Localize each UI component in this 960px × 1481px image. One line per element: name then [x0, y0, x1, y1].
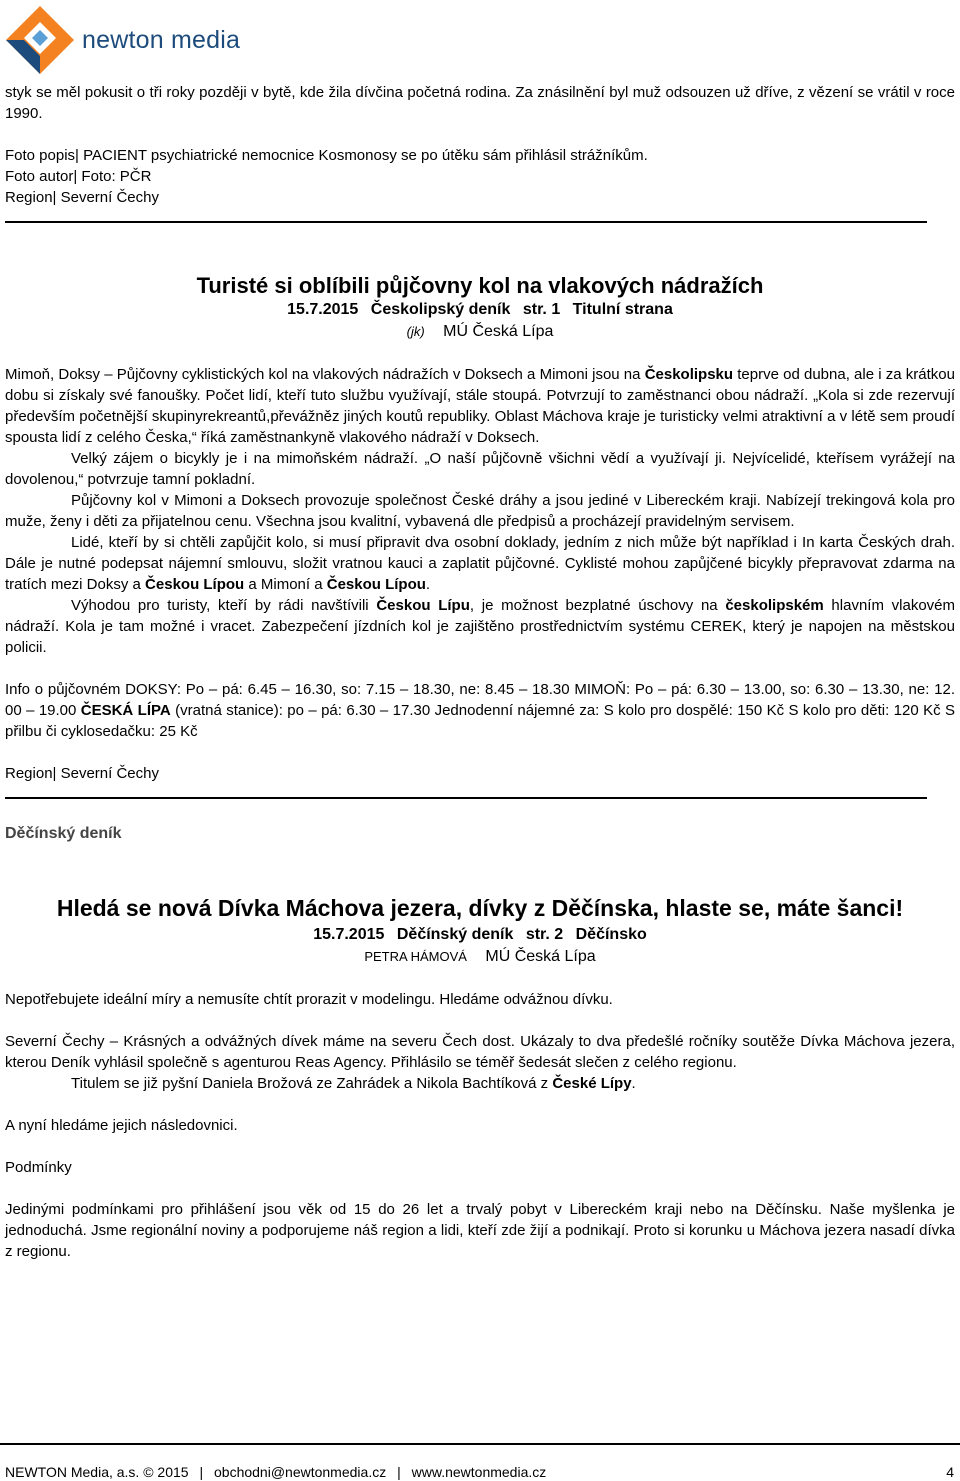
text-run: Lidé, kteří by si chtěli zapůjčit kolo, si musí připravit dva osobní doklady, jedním z nich může být například i In karta Českých drah. Dále je nutné podepsat nájemní smlouvu, složit vratnou kauci a zaplatit půjčovné. Cyklisté mohou zapůjčené bicykly přepravovat zdarma na tratích mezi Doksy a [5, 534, 955, 593]
text-run: teprve od dubna, ale i za krátkou dobu si získaly své fanoušky. Počet lidí, kteří tuto službu využívají, stále stoupá. Potvrzují to zaměstnanci obou nádraží. „Kola si zde rezervují především početnější skupinyrekreantů,převážněz jiných koutů republiky. Oblast Máchova kraje je turisticky velmi atraktivní a v létě sem proudí spousta lidí z celého Česka,“ říká zaměstnankyně vlakového nádraží v Doksech. [5, 366, 955, 446]
article-paragraph [5, 1073, 955, 1094]
article-continuation [5, 82, 955, 124]
page-number: 4 [946, 1464, 954, 1480]
footer-email-link[interactable]: obchodni@newtonmedia.cz [214, 1464, 387, 1480]
article-date: 15.7.2015 [313, 926, 385, 943]
article-divider [5, 797, 927, 799]
text-run: A nyní hledáme jejich následovnici. [5, 1117, 238, 1134]
footer-separator: | [199, 1464, 204, 1480]
article-paragraph [5, 1199, 955, 1262]
text-run: , je možnost bezplatné úschovy na [469, 597, 726, 614]
article-paragraph [5, 490, 955, 532]
article-keyword: MÚ Česká Lípa [443, 323, 554, 340]
page-footer [0, 1440, 960, 1481]
text-run: Výhodou pro turisty, kteří by rádi navštívili [71, 597, 377, 614]
bold-text: České Lípy [552, 1075, 632, 1092]
footer-text [5, 1463, 546, 1481]
photo-author: Foto autor| Foto: PČR [5, 168, 152, 185]
article-author: PETRA HÁMOVÁ [364, 949, 467, 964]
article-page: str. 1 [522, 301, 561, 318]
article-paragraph [5, 1031, 955, 1073]
region-label: Region| Severní Čechy [5, 189, 159, 206]
article-paragraph [5, 1115, 955, 1136]
bold-text: Českolipsku [644, 366, 734, 383]
article-keyword: MÚ Česká Lípa [485, 948, 596, 965]
article-author: (jk) [406, 324, 425, 339]
article-section: Děčínsko [575, 926, 647, 943]
article-lead [5, 989, 955, 1010]
article-date: 15.7.2015 [287, 301, 359, 318]
article-title: Turisté si oblíbili půjčovny kol na vlakových nádražích [196, 273, 764, 298]
bold-text: českolipském [725, 597, 824, 614]
newton-media-logo [4, 4, 244, 76]
article-divider [5, 221, 927, 223]
footer-company: NEWTON Media, a.s. © 2015 [5, 1464, 189, 1480]
text-run: Podmínky [5, 1159, 72, 1176]
article-source: Českolipský deník [370, 301, 511, 318]
article-page: str. 2 [525, 926, 564, 943]
text-run: Jedinými podmínkami pro přihlášení jsou věk od 15 do 26 let a trvalý pobyt v Libereckém kraji nebo na Děčínsku. Naše myšlenka je jednoduchá. Jsme regionální noviny a podporujeme náš region a lidi, kteří zde žijí a podnikají. Proto si korunku u Máchova jezera nasadí dívka z regionu. [5, 1201, 955, 1260]
text-run: styk se měl pokusit o tři roky později v bytě, kde žila dívčina početná rodina. Za znásilnění byl muž odsouzen už dříve, z vězení se vrátil v roce 1990. [5, 84, 955, 122]
article-title: Hledá se nová Dívka Máchova jezera, dívky z Děčínska, hlaste se, máte šanci! [56, 895, 904, 921]
text-run: Půjčovny kol v Mimoni a Doksech provozuje společnost České dráhy a jsou jediné v Libereckém kraji. Nabízejí trekingová kola pro muže, ženy i děti za přijatelnou cenu. Všechna jsou kvalitní, vybavená dle předpisů a procházejí pravidelným servisem. [5, 492, 955, 530]
bold-text: Českou Lípou [145, 576, 245, 593]
bold-text: Českou Lípu [376, 597, 470, 614]
document-body [5, 82, 955, 1262]
article-section: Titulní strana [572, 301, 673, 318]
text-run: Velký zájem o bicykly je i na mimoňském nádraží. „O naší půjčovně všichni vědí a využívají ji. Nejvícelidé, kteřísem vyrážejí na dovolenou,“ potvrzuje tamní pokladní. [5, 450, 955, 488]
bold-text: ČESKÁ LÍPA [80, 702, 171, 719]
region-label: Region| Severní Čechy [5, 765, 159, 782]
text-run: Severní Čechy – Krásných a odvážných dívek máme na severu Čech dost. Ukázaly to dva předešlé ročníky soutěže Dívka Máchova jezera, kterou Deník vyhlásil společně s agenturou Reas Agency. Přihlásilo se téměř šedesát slečen z celého regionu. [5, 1033, 955, 1071]
text-run: Mimoň, Doksy – Půjčovny cyklistických kol na vlakových nádražích v Doksech a Mimoni jsou na [5, 366, 645, 383]
article-paragraph [5, 448, 955, 490]
footer-separator: | [397, 1464, 401, 1480]
text-run: (vratná stanice): po – pá: 6.30 – 17.30 Jednodenní nájemné za: S kolo pro dospělé: 150 Kč S kolo pro děti: 120 Kč S přilbu či cyklosedačku: 25 Kč [5, 702, 955, 740]
article-meta [5, 299, 955, 321]
text-run: Titulem se již pyšní Daniela Brožová ze Zahrádek a Nikola Bachtíková z [71, 1075, 553, 1092]
text-run: a Mimoní a [244, 576, 327, 593]
text-run: hlavním vlakovém nádraží. Kola je tam možné i vracet. Zabezpečení jízdních kol je zajištěno prostřednictvím systému CEREK, který je napojen na městskou policii. [5, 597, 955, 656]
photo-caption: Foto popis| PACIENT psychiatrické nemocnice Kosmonosy se po útěku sám přihlásil strážníkům. [5, 147, 648, 164]
article-subheading [5, 1157, 955, 1178]
article-paragraph [5, 595, 955, 658]
source-heading: Děčínský deník [5, 825, 122, 842]
footer-divider [0, 1443, 960, 1445]
footer-web-link[interactable]: www.newtonmedia.cz [411, 1464, 547, 1480]
logo-mark-icon [4, 4, 76, 76]
text-run: . [631, 1075, 636, 1092]
rental-info [5, 679, 955, 742]
article-byline [5, 321, 955, 343]
article-paragraph [5, 364, 955, 448]
text-run: Nepotřebujete ideální míry a nemusíte chtít prorazit v modelingu. Hledáme odvážnou dívku. [5, 991, 613, 1008]
text-run: Info o půjčovném DOKSY: Po – pá: 6.45 – 16.30, so: 7.15 – 18.30, ne: 8.45 – 18.30 MIMOŇ: Po – pá: 6.30 – 13.00, so: 6.30 – 13.30, ne: 12. 00 – 19.00 [5, 681, 955, 719]
article-source: Děčínský deník [396, 926, 514, 943]
article-paragraph [5, 532, 955, 595]
bold-text: Českou Lípou [326, 576, 426, 593]
logo-wordmark: newton media [82, 26, 241, 54]
article-meta [5, 924, 955, 946]
article-byline [5, 946, 955, 968]
text-run: . [425, 576, 431, 593]
